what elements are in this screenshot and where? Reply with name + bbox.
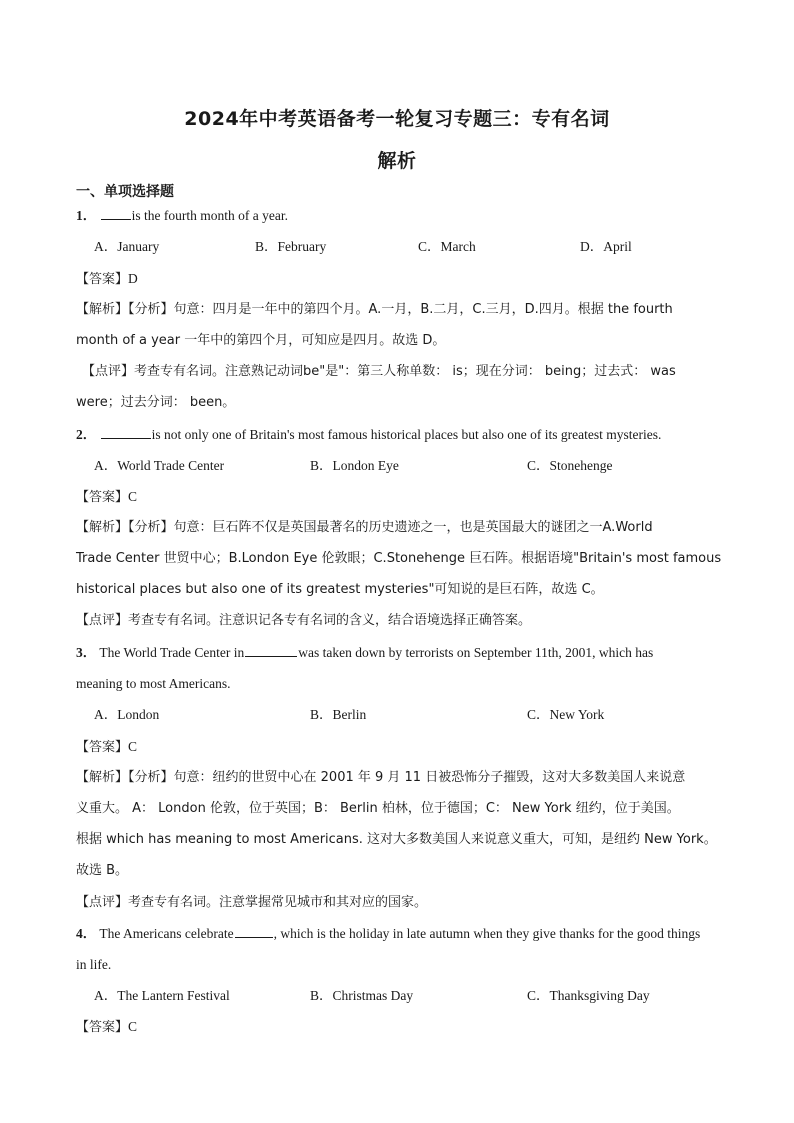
- analysis-text: 句意：纽约的世贸中心在 2001 年 9 月 11 日被恐怖分子摧毁，这对大多数美国人来说意: [173, 770, 686, 785]
- option-d: D．April: [580, 239, 632, 254]
- comment-text: 考查专有名词。注意识记各专有名词的含义，结合语境选择正确答案。: [128, 613, 532, 628]
- analysis-line: 根据 which has meaning to most Americans. 这对大多数美国人来说意义重大，可知，是纽约 New York。: [76, 832, 717, 847]
- comment-tag: 【点评】: [76, 613, 129, 628]
- answer-tag: 【答案】: [76, 1020, 129, 1035]
- answer-blank: [245, 644, 297, 657]
- question-text: was taken down by terrorists on September 11th, 2001, which has: [298, 645, 654, 660]
- question-2-stem: [76, 426, 746, 444]
- comment-text: 考查专有名词。注意掌握常见城市和其对应的国家。: [128, 895, 428, 910]
- comment-text: 考查专有名词。注意熟记动词be"是"：第三人称单数： is；现在分词： being；过去式： was: [134, 364, 676, 379]
- comment-line: were；过去分词： been。: [76, 395, 236, 410]
- answer-line: [76, 488, 746, 507]
- option-a: A．The Lantern Festival: [94, 988, 230, 1003]
- comment-tag: 【点评】: [76, 895, 129, 910]
- answer-value: C: [128, 739, 138, 754]
- option-c: C．Thanksgiving Day: [527, 988, 650, 1003]
- question-text: is not only one of Britain's most famous historical places but also one of its greatest mysteries.: [151, 427, 662, 442]
- answer-blank: [101, 207, 131, 220]
- option-c: C．Stonehenge: [527, 458, 613, 473]
- question-text: The Americans celebrate: [99, 926, 234, 941]
- question-text: , which is the holiday in late autumn when they give thanks for the good things: [273, 926, 701, 941]
- comment-tag: 【点评】: [82, 364, 135, 379]
- question-number: 2．: [76, 427, 97, 442]
- analysis-tag: 【解析】【分析】: [76, 770, 174, 785]
- option-c: C．March: [418, 239, 476, 254]
- comment-line: [82, 363, 752, 381]
- analysis-text: 句意：四月是一年中的第四个月。A.一月，B.二月，C.三月，D.四月。根据 the fourth: [173, 302, 673, 317]
- answer-value: D: [128, 271, 138, 286]
- option-b: B．London Eye: [310, 458, 399, 473]
- analysis-line: [76, 301, 746, 319]
- analysis-line: 故选 B。: [76, 863, 129, 878]
- question-text-line: in life.: [76, 957, 112, 972]
- document-subtitle: 解析: [377, 150, 417, 172]
- answer-blank: [235, 925, 273, 938]
- analysis-line: [76, 769, 746, 787]
- question-text: is the fourth month of a year.: [131, 208, 288, 223]
- analysis-tag: 【解析】【分析】: [76, 302, 174, 317]
- answer-tag: 【答案】: [76, 740, 129, 755]
- analysis-text: 句意：巨石阵不仅是英国最著名的历史遗迹之一，也是英国最大的谜团之一A.World: [173, 520, 653, 535]
- analysis-line: 义重大。 A： London 伦敦，位于英国；B： Berlin 柏林，位于德国；C： New York 纽约，位于美国。: [76, 801, 680, 816]
- answer-line: [76, 270, 746, 289]
- question-text-line: meaning to most Americans.: [76, 676, 231, 691]
- answer-tag: 【答案】: [76, 490, 129, 505]
- option-c: C．New York: [527, 707, 605, 722]
- question-number: 4．: [76, 926, 97, 941]
- option-b: B．February: [255, 239, 327, 254]
- analysis-line: historical places but also one of its greatest mysteries"可知说的是巨石阵，故选 C。: [76, 582, 604, 597]
- option-a: A．January: [94, 239, 160, 254]
- option-a: A．London: [94, 707, 160, 722]
- answer-line: [76, 1018, 746, 1037]
- comment-line: [76, 894, 746, 912]
- answer-tag: 【答案】: [76, 272, 129, 287]
- answer-line: [76, 738, 746, 757]
- document-title: 2024年中考英语备考一轮复习专题三：专有名词: [184, 108, 610, 130]
- question-text: The World Trade Center in: [99, 645, 245, 660]
- comment-line: [76, 612, 746, 630]
- option-b: B．Berlin: [310, 707, 367, 722]
- analysis-line: Trade Center 世贸中心；B.London Eye 伦敦眼；C.Stonehenge 巨石阵。根据语境"Britain's most famous: [76, 551, 722, 566]
- analysis-line: [76, 519, 746, 537]
- option-b: B．Christmas Day: [310, 988, 414, 1003]
- question-3-stem: [76, 644, 746, 662]
- option-a: A．World Trade Center: [94, 458, 225, 473]
- question-number: 1．: [76, 208, 97, 223]
- question-1-stem: [76, 207, 746, 225]
- analysis-tag: 【解析】【分析】: [76, 520, 174, 535]
- analysis-line: month of a year 一年中的第四个月，可知应是四月。故选 D。: [76, 333, 446, 348]
- answer-value: C: [128, 1019, 138, 1034]
- question-4-stem: [76, 925, 746, 943]
- answer-blank: [101, 426, 151, 439]
- question-number: 3．: [76, 645, 97, 660]
- section-heading: 一、单项选择题: [76, 184, 174, 200]
- answer-value: C: [128, 489, 138, 504]
